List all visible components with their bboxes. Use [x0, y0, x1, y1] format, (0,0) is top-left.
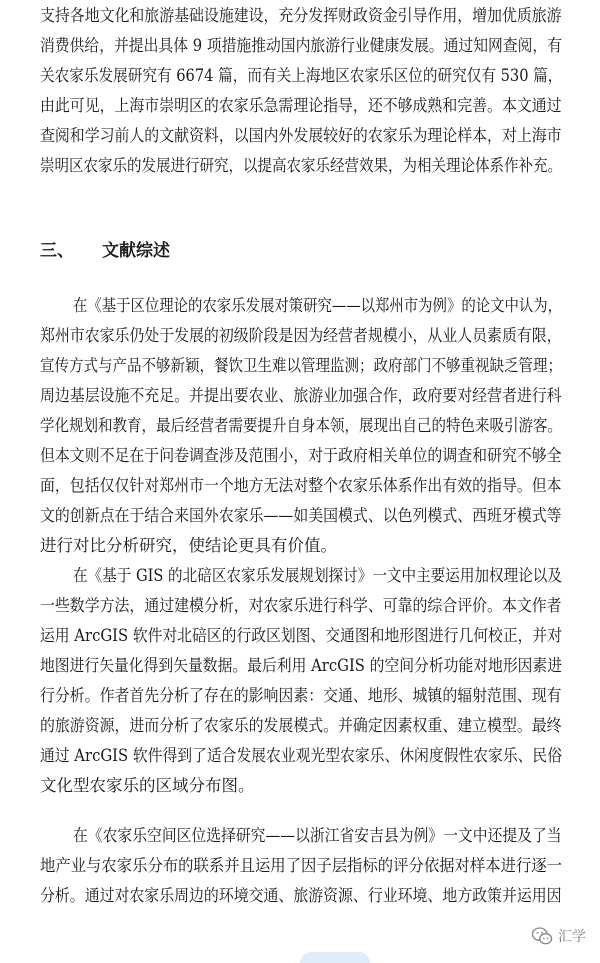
text-line: 支持各地文化和旅游基础设施建设，充分发挥财政资金引导作用，增加优质旅游 — [40, 6, 562, 25]
text-line: 但本文则不足在于问卷调查涉及范围小，对于政府相关单位的调查和研究不够全 — [40, 446, 562, 465]
text-line: 运用 ArcGIS 软件对北碚区的行政区划图、交通图和地形图进行几何校正，并对 — [40, 626, 563, 645]
bottom-decoration — [300, 952, 370, 963]
text-line: 宣传方式与产品不够新颖，餐饮卫生难以管理监测；政府部门不够重视缺乏管理； — [40, 356, 562, 375]
watermark-text: 汇学 — [558, 929, 586, 945]
wechat-icon — [531, 926, 553, 946]
section-title: 文献综述 — [102, 241, 170, 261]
text-line: 学化规划和教育，最后经营者需要提升自身本领，展现出自己的特色来吸引游客。 — [40, 416, 562, 435]
text-line: 进行对比分析研究，使结论更具有价值。 — [40, 536, 337, 555]
section-heading — [40, 236, 170, 261]
text-line: 由此可见，上海市崇明区的农家乐急需理论指导，还不够成熟和完善。本文通过 — [40, 96, 562, 115]
text-line: 面，包括仅仅针对郑州市一个地方无法对整个农家乐体系作出有效的指导。但本 — [40, 476, 562, 495]
text-line: 在《基于区位理论的农家乐发展对策研究——以郑州市为例》的论文中认为， — [73, 296, 562, 315]
text-line: 在《农家乐空间区位选择研究——以浙江省安吉县为例》一文中还提及了当 — [73, 826, 562, 845]
section-number: 三、 — [40, 241, 74, 261]
text-line: 通过 ArcGIS 软件得到了适合发展农业观光型农家乐、休闲度假性农家乐、民俗 — [40, 746, 563, 765]
text-line: 查阅和学习前人的文献资料，以国内外发展较好的农家乐为理论样本，对上海市 — [40, 126, 562, 145]
watermark — [531, 926, 586, 946]
text-line: 的旅游资源，进而分析了农家乐的发展模式。并确定因素权重、建立模型。最终 — [40, 716, 562, 735]
text-line: 崇明区农家乐的发展进行研究，以提高农家乐经营效果，为相关理论体系作补充。 — [40, 156, 562, 175]
text-line: 文的创新点在于结合来国外农家乐——如美国模式、以色列模式、西班牙模式等 — [40, 506, 562, 525]
text-line: 地产业与农家乐分布的联系并且运用了因子层指标的评分依据对样本进行逐一 — [40, 856, 562, 875]
text-line: 关农家乐发展研究有 6674 篇，而有关上海地区农家乐区位的研究仅有 530 篇， — [40, 66, 563, 85]
text-line: 郑州市农家乐仍处于发展的初级阶段是因为经营者规模小，从业人员素质有限， — [40, 326, 562, 345]
text-line: 文化型农家乐的区域分布图。 — [40, 776, 255, 795]
text-line: 行分析。作者首先分析了存在的影响因素：交通、地形、城镇的辐射范围、现有 — [40, 686, 562, 705]
text-line: 一些数学方法，通过建模分析，对农家乐进行科学、可靠的综合评价。本文作者 — [40, 596, 562, 615]
text-line: 消费供给，并提出具体 9 项措施推动国内旅游行业健康发展。通过知网查阅，有 — [40, 36, 562, 55]
text-line: 分析。通过对农家乐周边的环境交通、旅游资源、行业环境、地方政策并运用因 — [40, 886, 562, 905]
text-line: 周边基层设施不充足。并提出要农业、旅游业加强合作，政府要对经营者进行科 — [40, 386, 562, 405]
text-line: 地图进行矢量化得到矢量数据。最后利用 ArcGIS 的空间分析功能对地形因素进 — [40, 656, 563, 675]
text-line: 在《基于 GIS 的北碚区农家乐发展规划探讨》一文中主要运用加权理论以及 — [73, 566, 562, 585]
